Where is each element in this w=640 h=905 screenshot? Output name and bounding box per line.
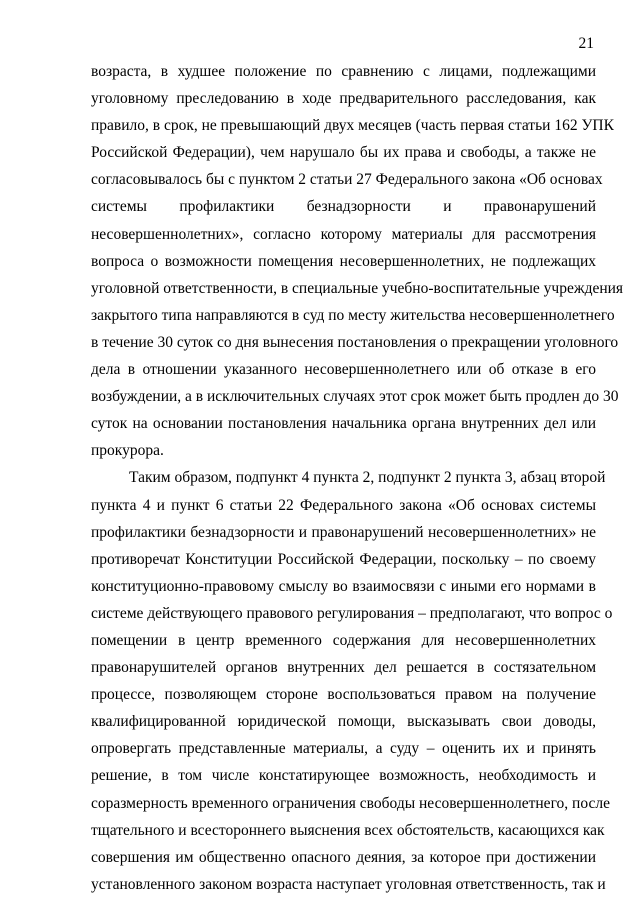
text-line: установленного законом возраста наступает уголовная ответственность, так и [91,875,606,893]
paragraph-1 [91,58,624,464]
text-line: системе действующего правового регулирования – предполагают, что вопрос о [91,604,613,622]
text-line: в течение 30 суток со дня вынесения постановления о прекращении уголовного [91,333,619,351]
text-line: дела в отношении указанного несовершеннолетнего или об отказе в его [91,361,596,379]
text-line: системы профилактики безнадзорности и правонарушений [91,198,596,216]
text-line: несовершеннолетних», согласно которому материалы для рассмотрения [91,225,596,243]
text-line: квалифицированной юридической помощи, высказывать свои доводы, [91,713,596,731]
text-line: правонарушителей органов внутренних дел решается в состязательном [91,659,596,677]
text-line: процессе, позволяющем стороне воспользоваться правом на получение [91,686,596,704]
text-line: профилактики безнадзорности и правонарушений несовершеннолетних» не [91,523,596,541]
text-line: тщательного и всестороннего выяснения всех обстоятельств, касающихся как [91,821,605,839]
text-line: прокурора. [91,442,164,460]
text-line: соразмерность временного ограничения свободы несовершеннолетнего, после [91,794,610,812]
text-line: Российской Федерации), чем нарушало бы их права и свободы, а также не [91,144,596,162]
text-line: пункта 4 и пункт 6 статьи 22 Федерального закона «Об основах системы [91,496,596,514]
text-line: Таким образом, подпункт 4 пункта 2, подпункт 2 пункта 3, абзац второй [129,469,606,487]
text-line: правило, в срок, не превышающий двух месяцев (часть первая статьи 162 УПК [91,117,614,135]
page-number: 21 [578,35,594,52]
text-line: решение, в том числе констатирующее возможность, необходимость и [91,767,596,785]
paragraph-2 [91,464,613,898]
text-line: суток на основании постановления начальника органа внутренних дел или [91,415,596,433]
text-line: возбуждении, а в исключительных случаях этот срок может быть продлен до 30 [91,388,619,406]
text-line: опровергать представленные материалы, а суду – оценить их и принять [91,740,596,758]
document-body [91,58,624,898]
text-line: конституционно-правовому смыслу во взаимосвязи с иными его нормами в [91,577,596,595]
text-line: согласовывалось бы с пунктом 2 статьи 27 Федерального закона «Об основах [91,171,603,189]
text-line: вопроса о возможности помещения несовершеннолетних, не подлежащих [91,252,596,270]
text-line: противоречат Конституции Российской Федерации, поскольку – по своему [91,550,596,568]
text-line: уголовной ответственности, в специальные учебно-воспитательные учреждения [91,279,624,297]
text-line: возраста, в худшее положение по сравнению с лицами, подлежащими [91,63,596,80]
text-line: совершения им общественно опасного деяния, за которое при достижении [91,848,596,866]
text-line: помещении в центр временного содержания для несовершеннолетних [91,631,596,649]
text-line: уголовному преследованию в ходе предварительного расследования, как [91,90,596,108]
text-line: закрытого типа направляются в суд по месту жительства несовершеннолетнего [91,306,615,324]
